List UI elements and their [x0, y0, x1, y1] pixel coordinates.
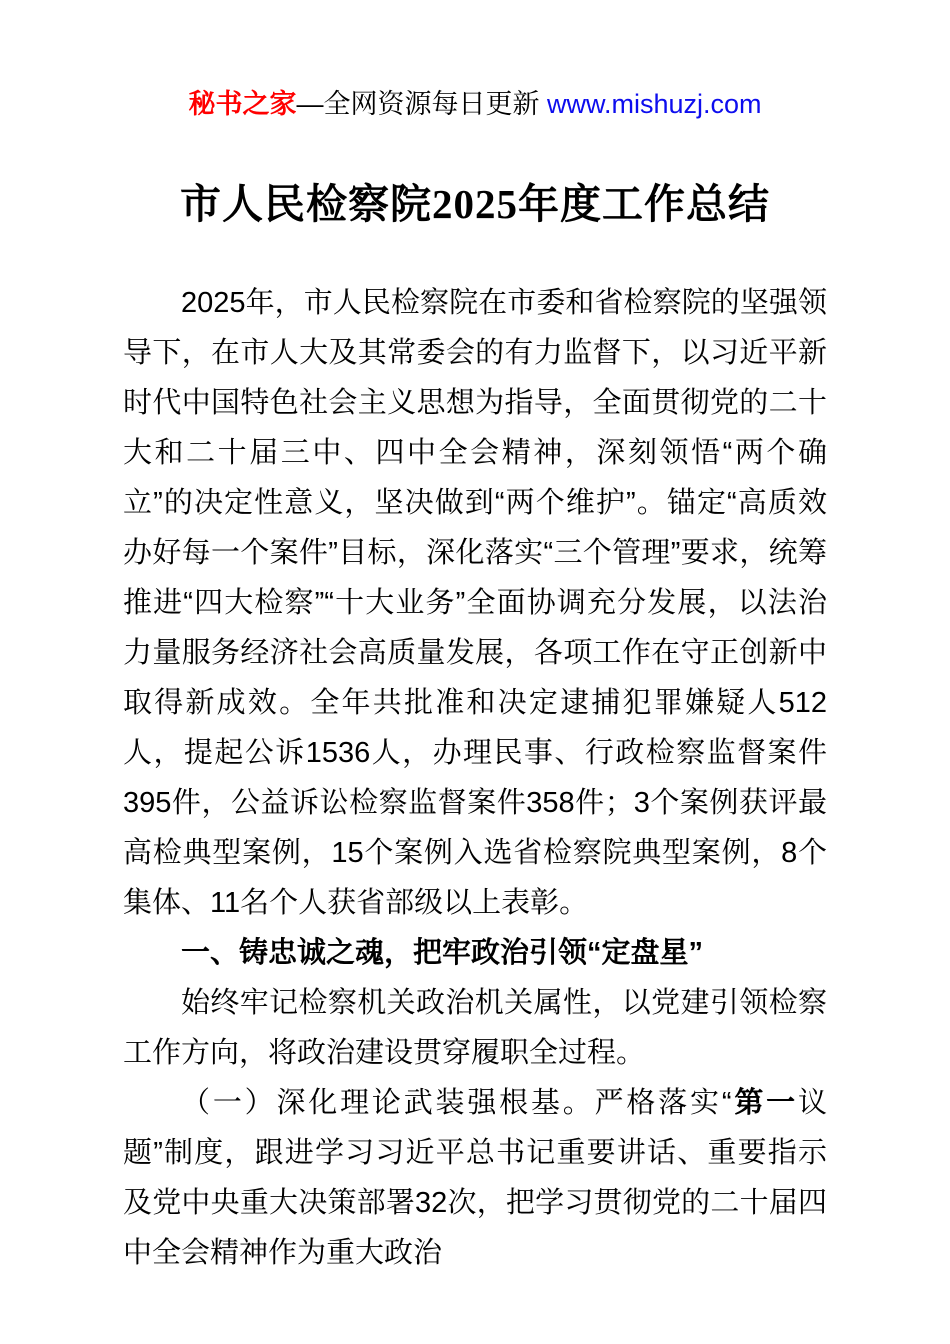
site-name: 秘书之家	[188, 89, 297, 119]
site-tagline: —全网资源每日更新	[296, 89, 547, 119]
subsection-1-paragraph	[123, 1078, 827, 1278]
section-1-intro-paragraph: 始终牢记检察机关政治机关属性，以党建引领检察工作方向，将政治建设贯穿履职全过程。	[123, 987, 827, 1069]
site-header	[0, 0, 950, 122]
subsection-1-text-before-bold: （一）深化理论武装强根基。严格落实“	[181, 1087, 732, 1119]
site-url-link[interactable]: www.mishuzj.com	[546, 89, 762, 119]
document-body	[123, 278, 827, 1278]
subsection-1-bold-term: 第一	[731, 1087, 798, 1119]
document-title: 市人民检察院2025年度工作总结	[180, 181, 770, 227]
subsection-1-text-after-bold: 议题”制度，跟进学习习近平总书记重要讲话、重要指示及党中央重大决策部署32次，把学习贯彻党的二十届四中全会精神作为重大政治	[123, 1087, 827, 1269]
intro-paragraph: 2025年，市人民检察院在市委和省检察院的坚强领导下，在市人大及其常委会的有力监督下，以习近平新时代中国特色社会主义思想为指导，全面贯彻党的二十大和二十届三中、四中全会精神，深刻领悟“两个确立”的决定性意义，坚决做到“两个维护”。锚定“高质效办好每一个案件”目标，深化落实“三个管理”要求，统筹推进“四大检察”“十大业务”全面协调充分发展，以法治力量服务经济社会高质量发展，各项工作在守正创新中取得新成效。全年共批准和决定逮捕犯罪嫌疑人512人，提起公诉1536人，办理民事、行政检察监督案件395件，公益诉讼检察监督案件358件；3个案例获评最高检典型案例，15个案例入选省检察院典型案例，8个集体、11名个人获省部级以上表彰。	[123, 287, 827, 919]
section-1-heading: 一、铸忠诚之魂，把牢政治引领“定盘星”	[181, 937, 704, 969]
